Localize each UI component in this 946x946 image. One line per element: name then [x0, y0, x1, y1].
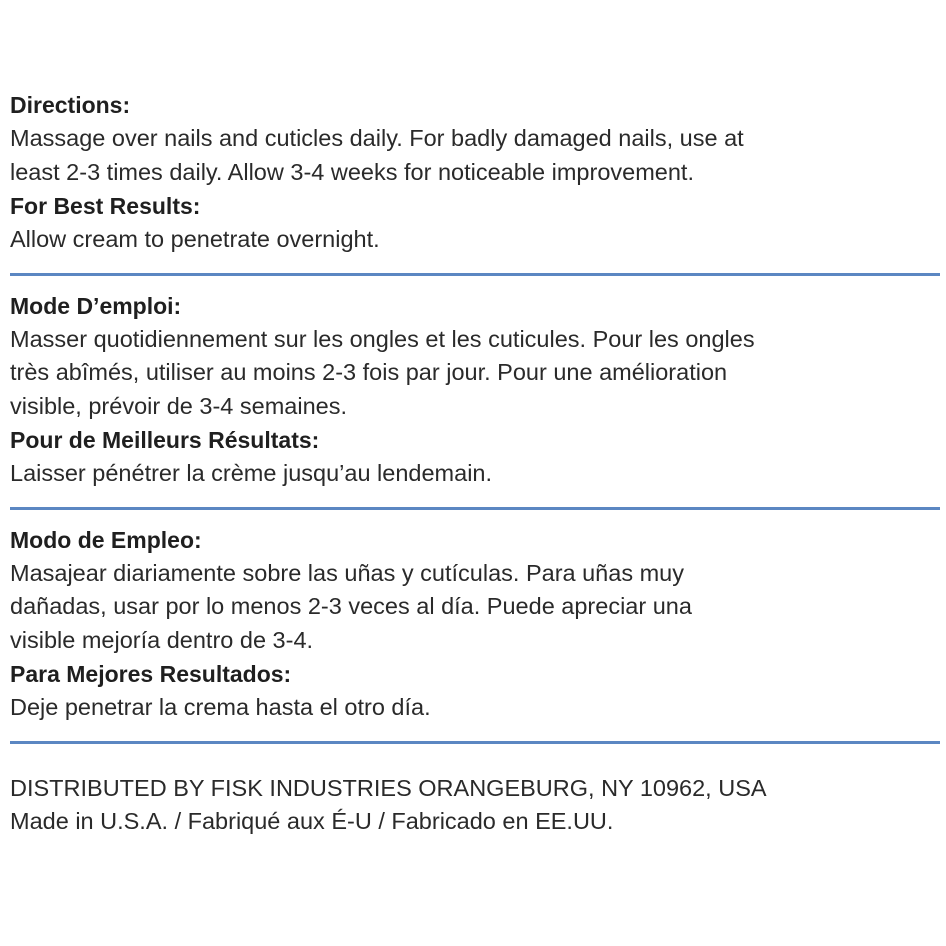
- meilleurs-resultats-heading: Pour de Meilleurs Résultats:: [10, 427, 320, 453]
- section-divider: [10, 273, 940, 276]
- meilleurs-resultats-line-1: Laisser pénétrer la crème jusqu’au lendemain.: [10, 460, 493, 486]
- directions-line-2: least 2-3 times daily. Allow 3-4 weeks for noticeable improvement.: [10, 158, 694, 185]
- mode-emploi-heading: Mode D’emploi:: [10, 292, 182, 319]
- mejores-resultados-heading: Para Mejores Resultados:: [10, 661, 292, 687]
- origin-line: Made in U.S.A. / Fabriqué aux É-U / Fabricado en EE.UU.: [10, 807, 614, 834]
- section-divider: [10, 507, 940, 510]
- modo-empleo-line-2: dañadas, usar por lo menos 2-3 veces al día. Puede apreciar una: [10, 593, 692, 619]
- section-english: [10, 88, 940, 257]
- best-results-line-1: Allow cream to penetrate overnight.: [10, 226, 380, 252]
- mode-emploi-line-2: très abîmés, utiliser au moins 2-3 fois par jour. Pour une amélioration: [10, 359, 728, 385]
- directions-line-1: Massage over nails and cuticles daily. For badly damaged nails, use at: [10, 125, 744, 151]
- directions-heading: Directions:: [10, 92, 131, 118]
- mode-emploi-line-1: Masser quotidiennement sur les ongles et les cuticules. Pour les ongles: [10, 325, 755, 352]
- footer: [10, 772, 940, 838]
- best-results-heading: For Best Results:: [10, 193, 201, 219]
- mejores-resultados-line-1: Deje penetrar la crema hasta el otro día.: [10, 694, 431, 720]
- distributor-line: DISTRIBUTED BY FISK INDUSTRIES ORANGEBURG, NY 10962, USA: [10, 774, 767, 801]
- section-spanish: [10, 523, 940, 725]
- modo-empleo-line-1: Masajear diariamente sobre las uñas y cutículas. Para uñas muy: [10, 559, 684, 586]
- label-panel: [10, 88, 940, 838]
- section-divider: [10, 741, 940, 744]
- modo-empleo-line-3: visible mejoría dentro de 3-4.: [10, 626, 314, 653]
- mode-emploi-line-3: visible, prévoir de 3-4 semaines.: [10, 392, 347, 419]
- section-french: [10, 289, 940, 491]
- modo-empleo-heading: Modo de Empleo:: [10, 526, 202, 553]
